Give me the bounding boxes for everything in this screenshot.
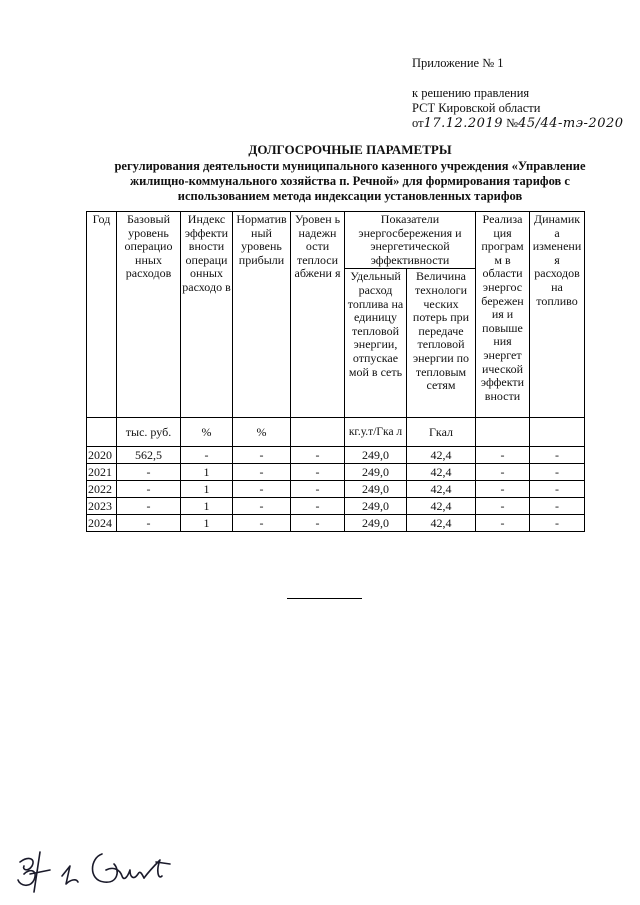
cell-fuel: 249,0 <box>345 464 407 481</box>
unit-cell: % <box>233 418 291 447</box>
date-prefix: от <box>412 116 424 130</box>
cell-dynamics: - <box>530 498 585 515</box>
unit-cell <box>291 418 345 447</box>
cell-dynamics: - <box>530 515 585 532</box>
annex-decision: к решению правления <box>412 86 530 100</box>
cell-base: 562,5 <box>117 447 181 464</box>
cell-fuel: 249,0 <box>345 515 407 532</box>
cell-profit: - <box>233 498 291 515</box>
unit-cell: тыс. руб. <box>117 418 181 447</box>
handwritten-number: 45/44-тэ-2020 <box>518 116 624 131</box>
cell-programs: - <box>476 464 530 481</box>
number-prefix: № <box>506 116 519 130</box>
cell-reliability: - <box>291 447 345 464</box>
document-title: ДОЛГОСРОЧНЫЕ ПАРАМЕТРЫ <box>248 142 452 157</box>
header-base-level: Базовый уровень операцио нных расходов <box>117 212 181 418</box>
signature-mark <box>10 840 210 900</box>
annex-date-line <box>412 116 624 131</box>
cell-index: - <box>181 447 233 464</box>
header-programs: Реализа ция програм м в области энергос бережен ия и повыше ния энергет ической эффекти вности <box>476 212 530 418</box>
annex-title: Приложение № 1 <box>412 56 504 70</box>
cell-base: - <box>117 498 181 515</box>
table-row <box>87 498 585 515</box>
cell-programs: - <box>476 447 530 464</box>
cell-programs: - <box>476 481 530 498</box>
subtitle-line-3: использованием метода индексации установленных тарифов <box>177 189 523 203</box>
cell-profit: - <box>233 515 291 532</box>
unit-cell <box>530 418 585 447</box>
subtitle-line-2: жилищно-коммунального хозяйства п. Речной» для формирования тарифов с <box>130 174 570 188</box>
cell-fuel: 249,0 <box>345 447 407 464</box>
cell-profit: - <box>233 481 291 498</box>
cell-year: 2024 <box>87 515 117 532</box>
cell-fuel: 249,0 <box>345 481 407 498</box>
cell-index: 1 <box>181 515 233 532</box>
cell-programs: - <box>476 515 530 532</box>
table-row <box>87 481 585 498</box>
cell-profit: - <box>233 464 291 481</box>
table-row <box>87 447 585 464</box>
cell-dynamics: - <box>530 447 585 464</box>
unit-cell <box>476 418 530 447</box>
cell-reliability: - <box>291 515 345 532</box>
cell-loss: 42,4 <box>407 447 476 464</box>
subtitle-line-1: регулирования деятельности муниципального казенного учреждения «Управление <box>114 159 586 173</box>
parameters-table <box>86 211 585 532</box>
unit-cell: Гкал <box>407 418 476 447</box>
cell-year: 2023 <box>87 498 117 515</box>
separator-line <box>287 598 362 599</box>
cell-base: - <box>117 464 181 481</box>
cell-base: - <box>117 481 181 498</box>
header-energy-group: Показатели энергосбережения и энергетической эффективности <box>345 212 476 269</box>
cell-reliability: - <box>291 481 345 498</box>
header-fuel-rate: Удельный расход топлива на единицу тепловой энергии, отпускае мой в сеть <box>345 269 407 418</box>
cell-year: 2022 <box>87 481 117 498</box>
header-profit: Норматив ный уровень прибыли <box>233 212 291 418</box>
cell-loss: 42,4 <box>407 464 476 481</box>
unit-cell: кг.у.т/Гка л <box>345 418 407 447</box>
header-efficiency-index: Индекс эффекти вности операци онных расходо в <box>181 212 233 418</box>
handwritten-date: 17.12.2019 <box>423 116 503 131</box>
table-row <box>87 464 585 481</box>
cell-loss: 42,4 <box>407 515 476 532</box>
cell-index: 1 <box>181 481 233 498</box>
cell-dynamics: - <box>530 481 585 498</box>
cell-year: 2020 <box>87 447 117 464</box>
header-reliability: Уровен ь надежн ости теплоси абжени я <box>291 212 345 418</box>
header-dynamics: Динамик а изменени я расходов на топливо <box>530 212 585 418</box>
cell-reliability: - <box>291 498 345 515</box>
cell-reliability: - <box>291 464 345 481</box>
cell-programs: - <box>476 498 530 515</box>
cell-year: 2021 <box>87 464 117 481</box>
cell-fuel: 249,0 <box>345 498 407 515</box>
table-row <box>87 515 585 532</box>
unit-cell: % <box>181 418 233 447</box>
header-year: Год <box>87 212 117 418</box>
unit-cell <box>87 418 117 447</box>
annex-authority: РСТ Кировской области <box>412 101 541 115</box>
cell-base: - <box>117 515 181 532</box>
cell-profit: - <box>233 447 291 464</box>
header-row-1 <box>87 212 585 269</box>
cell-index: 1 <box>181 464 233 481</box>
cell-dynamics: - <box>530 464 585 481</box>
cell-loss: 42,4 <box>407 481 476 498</box>
header-loss: Величина технологи ческих потерь при передаче тепловой энергии по тепловым сетям <box>407 269 476 418</box>
units-row <box>87 418 585 447</box>
cell-loss: 42,4 <box>407 498 476 515</box>
cell-index: 1 <box>181 498 233 515</box>
